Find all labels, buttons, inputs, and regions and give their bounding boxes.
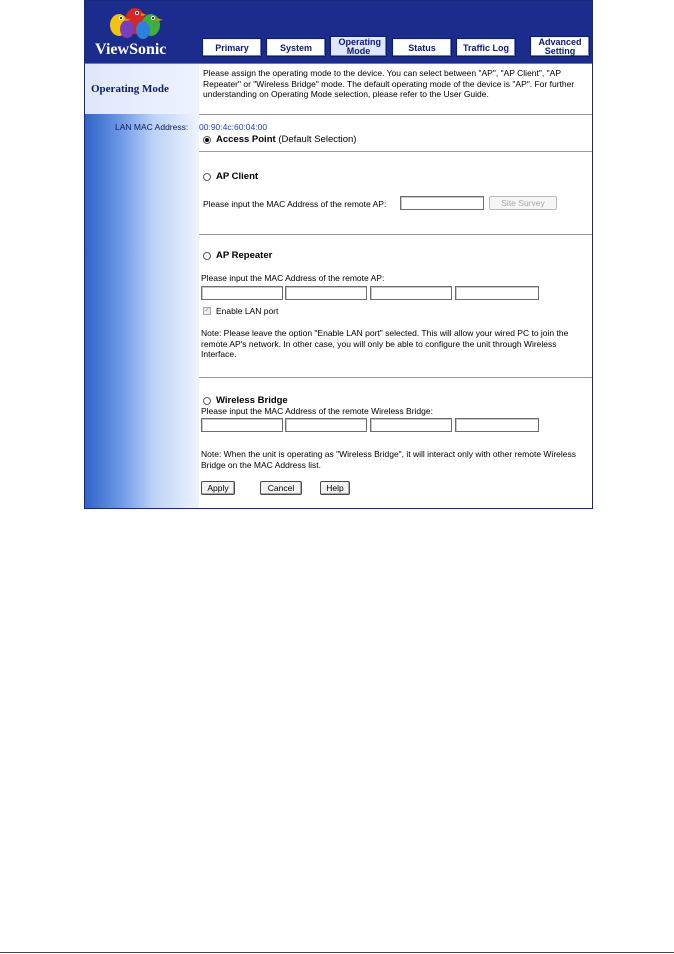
header-bar bbox=[85, 1, 593, 63]
ap-repeater-mac-input-4[interactable] bbox=[455, 286, 539, 300]
mac-address-value: 00:90:4c:60:04:00 bbox=[199, 122, 268, 132]
ap-client-radio[interactable] bbox=[203, 173, 211, 181]
ap-repeater-label: AP Repeater bbox=[216, 250, 273, 261]
page-title: Operating Mode bbox=[91, 83, 169, 95]
divider bbox=[199, 151, 593, 152]
help-button[interactable]: Help bbox=[320, 481, 350, 495]
ap-repeater-mac-input-1[interactable] bbox=[201, 286, 283, 300]
site-survey-button[interactable]: Site Survey bbox=[489, 196, 557, 210]
wireless-bridge-prompt: Please input the MAC Address of the remote Wireless Bridge: bbox=[201, 406, 433, 416]
intro-text: Please assign the operating mode to the device. You can select between "AP", "AP Client", "AP Repeater" or "Wireless Bridge" mode. The default operating mode of the device is "AP". For further understanding on Operating Mode selection, please refer to the User Guide. bbox=[203, 68, 575, 99]
access-point-label: Access Point bbox=[216, 134, 276, 145]
mac-address-label: LAN MAC Address: bbox=[115, 122, 189, 132]
wireless-bridge-mac-input-1[interactable] bbox=[201, 418, 283, 432]
wireless-bridge-note: Note: When the unit is operating as "Wireless Bridge", it will interact only with other remote Wireless Bridge on the MAC Address list. bbox=[201, 449, 576, 470]
tab-label: Primary bbox=[215, 42, 249, 53]
radio-selected-dot bbox=[205, 138, 209, 142]
wireless-bridge-mac-input-4[interactable] bbox=[455, 418, 539, 432]
ap-repeater-radio[interactable] bbox=[203, 252, 211, 260]
page-bottom-rule bbox=[0, 952, 674, 953]
ap-repeater-mac-input-2[interactable] bbox=[285, 286, 367, 300]
enable-lan-checkbox[interactable]: ✓ bbox=[204, 307, 210, 314]
divider bbox=[199, 114, 593, 115]
tab-label: Status bbox=[408, 42, 436, 53]
tab-label: System bbox=[279, 42, 313, 53]
brand-name: ViewSonic bbox=[95, 41, 167, 58]
ap-client-prompt: Please input the MAC Address of the remote AP: bbox=[203, 199, 387, 209]
ap-client-option[interactable] bbox=[203, 171, 258, 182]
wireless-bridge-radio[interactable] bbox=[203, 397, 211, 405]
enable-lan-label: Enable LAN port bbox=[216, 306, 279, 316]
ap-repeater-option[interactable] bbox=[203, 250, 272, 261]
tab-primary[interactable] bbox=[202, 38, 262, 57]
wireless-bridge-option[interactable] bbox=[203, 395, 288, 406]
tab-advanced-setting[interactable] bbox=[530, 36, 590, 57]
tab-label: Traffic Log bbox=[462, 42, 509, 53]
tab-operating-mode[interactable] bbox=[330, 36, 387, 57]
router-config-frame bbox=[84, 0, 593, 509]
ap-repeater-mac-input-3[interactable] bbox=[370, 286, 452, 300]
apply-button[interactable]: Apply bbox=[201, 481, 235, 495]
viewsonic-logo bbox=[91, 3, 191, 61]
wireless-bridge-label: Wireless Bridge bbox=[216, 395, 288, 406]
wireless-bridge-mac-input-2[interactable] bbox=[285, 418, 367, 432]
ap-client-label: AP Client bbox=[216, 171, 259, 182]
tab-label: Operating Mode bbox=[338, 36, 382, 56]
ap-client-mac-input[interactable] bbox=[400, 196, 484, 210]
access-point-sub: (Default Selection) bbox=[278, 134, 357, 145]
ap-repeater-prompt: Please input the MAC Address of the remote AP: bbox=[201, 273, 385, 283]
tab-label: Advanced Setting bbox=[538, 36, 582, 56]
access-point-radio[interactable] bbox=[203, 136, 211, 144]
tab-status[interactable] bbox=[392, 38, 452, 57]
ap-repeater-note: Note: Please leave the option "Enable LAN port" selected. This will allow your wired PC to join the remote AP's network. In other case, you will only be able to configure the unit through Wireless Interface. bbox=[201, 328, 569, 359]
divider bbox=[199, 377, 593, 378]
access-point-option[interactable] bbox=[203, 134, 356, 145]
cancel-button[interactable]: Cancel bbox=[260, 481, 302, 495]
divider bbox=[199, 234, 593, 235]
wireless-bridge-mac-input-3[interactable] bbox=[370, 418, 452, 432]
tab-system[interactable] bbox=[266, 38, 326, 57]
tab-traffic-log[interactable] bbox=[456, 38, 516, 57]
birds-icon bbox=[91, 3, 191, 43]
